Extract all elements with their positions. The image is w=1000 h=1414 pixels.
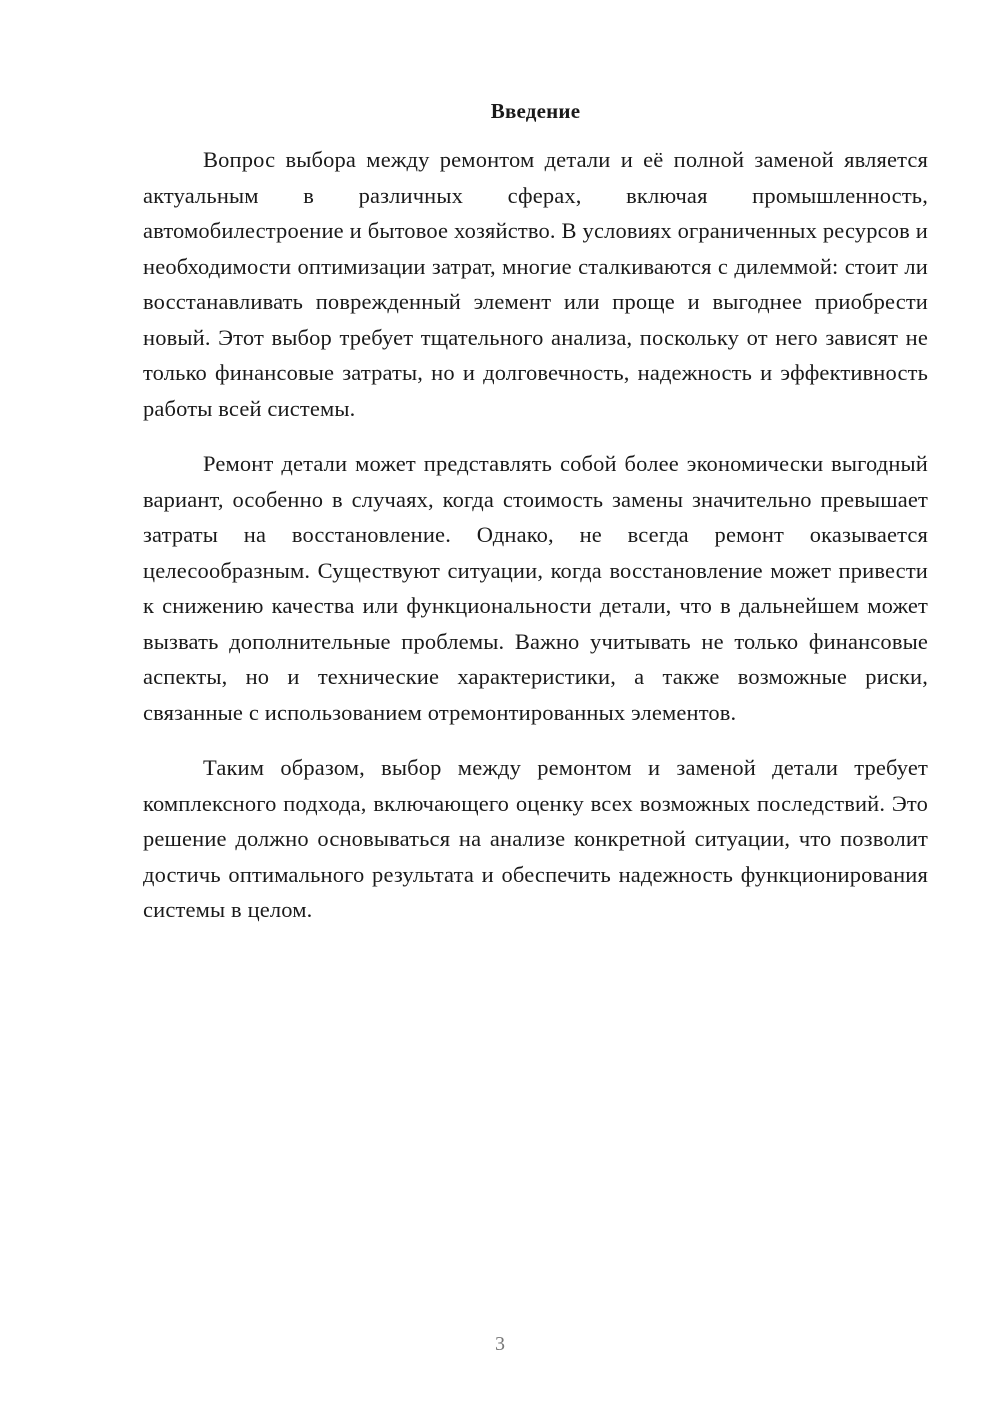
paragraph-1: Вопрос выбора между ремонтом детали и её полной заменой является актуальным в различных сферах, включая промышленность, автомобилестроение и бытовое хозяйство. В условиях ограниченных ресурсов и необходимости оптимизации затрат, многие сталкиваются с дилеммой: стоит ли восстанавливать поврежденный элемент или проще и выгоднее приобрести новый. Этот выбор требует тщательного анализа, поскольку от него зависят не только финансовые затраты, но и долговечность, надежность и эффективность работы всей системы. xyxy=(143,147,928,421)
paragraph-2: Ремонт детали может представлять собой более экономически выгодный вариант, особенно в случаях, когда стоимость замены значительно превышает затраты на восстановление. Однако, не всегда ремонт оказывается целесообразным. Существуют ситуации, когда восстановление может привести к снижению качества или функциональности детали, что в дальнейшем может вызвать дополнительные проблемы. Важно учитывать не только финансовые аспекты, но и технические характеристики, а также возможные риски, связанные с использованием отремонтированных элементов. xyxy=(143,451,928,725)
section-heading: Введение xyxy=(490,99,581,123)
body-text xyxy=(143,142,928,948)
page-number: 3 xyxy=(495,1333,505,1355)
paragraph-3: Таким образом, выбор между ремонтом и заменой детали требует комплексного подхода, включающего оценку всех возможных последствий. Это решение должно основываться на анализе конкретной ситуации, что позволит достичь оптимального результата и обеспечить надежность функционирования системы в целом. xyxy=(143,755,928,922)
